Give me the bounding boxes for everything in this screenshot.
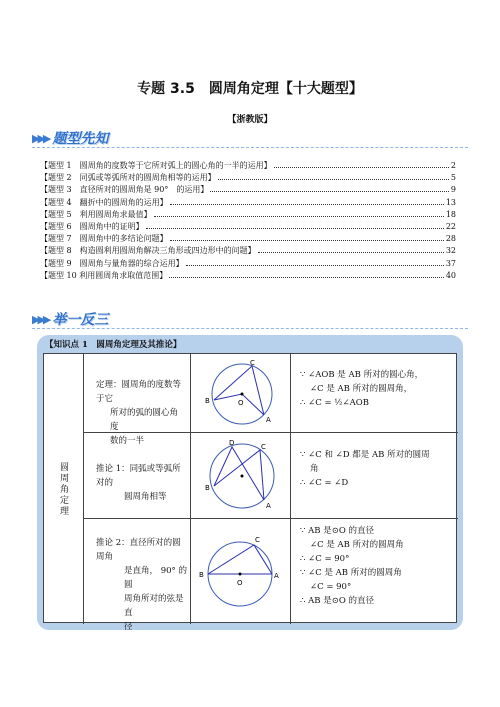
desc-line: 推论 2：直径所对的圆周角: [96, 538, 181, 562]
proof-line: ∠C 是 AB 所对的圆周角: [310, 540, 404, 550]
center-point: [241, 475, 244, 478]
proof-line: ∴ ∠C = ½∠AOB: [300, 398, 369, 408]
knowledge-title: 【知识点 1 圆周角定理及其推论】: [45, 340, 182, 350]
toc-leader-dots: [146, 228, 444, 229]
toc-leader-dots: [169, 277, 444, 278]
toc-leader-dots: [186, 265, 444, 266]
toc-entry[interactable]: [40, 233, 456, 245]
kp-banner-text: 举一反三: [52, 312, 109, 328]
toc-leader-dots: [218, 179, 449, 180]
proof-line: ∠C = 90°: [310, 582, 352, 592]
proof-line: 角: [310, 464, 319, 474]
point-o-label: O: [238, 399, 244, 407]
proof-line: ∴ ∠C = 90°: [300, 554, 350, 564]
proof-line: ∵ AB 是⊙O 的直径: [300, 526, 374, 536]
toc-entry[interactable]: [40, 270, 456, 282]
desc-line: 定理：圆周角的度数等于它: [96, 380, 182, 404]
point-b-label: B: [205, 484, 210, 492]
theorem-desc: [96, 378, 186, 448]
toc-page-number: 28: [445, 234, 456, 244]
point-c-label: C: [250, 359, 255, 367]
toc-entry[interactable]: [40, 184, 456, 196]
toc-entry-label: 【题型 6 圆周角中的证明】: [40, 222, 144, 232]
toc-banner: [32, 127, 108, 149]
toc-page-number: 22: [445, 222, 456, 232]
toc-page-number: 5: [450, 173, 456, 183]
toc-page-number: 37: [445, 258, 456, 268]
angle-c-lines: [214, 450, 264, 500]
toc-page-number: 32: [445, 246, 456, 256]
toc-page-number: 18: [445, 209, 456, 219]
col-divider: [290, 354, 291, 624]
proof-line: ∵ ∠C 和 ∠D 都是 AB 所对的圆周: [300, 450, 430, 460]
corollary2-figure: [194, 522, 288, 622]
corollary1-figure: [194, 434, 288, 516]
kp-banner: [32, 308, 108, 330]
toc-page-number: 40: [445, 270, 456, 280]
toc-entry[interactable]: [40, 209, 456, 221]
point-o-label: O: [237, 579, 243, 587]
toc-banner-text: 题型先知: [52, 131, 109, 147]
knowledge-table: [43, 353, 457, 632]
toc-entry-label: 【题型 1 圆周角的度数等于它所对弧上的圆心角的一半的运用】: [40, 161, 272, 170]
center-point: [241, 393, 244, 396]
point-b-label: B: [199, 571, 204, 579]
corollary2-proof: [300, 524, 404, 608]
proof-line: ∴ ∠C = ∠D: [300, 478, 349, 488]
arrow-icon: ▶▶▶: [32, 312, 49, 326]
divider: [32, 147, 468, 148]
toc-leader-dots: [170, 204, 444, 205]
edition-label: 【浙教版】: [227, 115, 273, 125]
point-a-label: A: [266, 416, 271, 424]
toc-entry[interactable]: [40, 258, 456, 270]
side-label-cell: [44, 354, 84, 624]
toc-entry-label: 【题型 4 翻折中的圆周角的运用】: [40, 197, 168, 207]
point-c-label: C: [261, 443, 266, 451]
knowledge-panel: [37, 335, 463, 630]
toc-leader-dots: [258, 252, 444, 253]
arrow-icon: ▶▶▶: [32, 131, 49, 145]
toc-entry[interactable]: [40, 221, 456, 233]
corollary1-desc: [96, 462, 188, 504]
angle-d-lines: [214, 447, 264, 500]
desc-line: 所对的弧的圆心角度: [110, 408, 179, 432]
toc-entry-label: 【题型 2 同弧或等弧所对的圆周角相等的运用】: [40, 173, 216, 183]
toc-leader-dots: [274, 167, 449, 168]
proof-line: ∵ ∠AOB 是 AB 所对的圆心角，: [300, 370, 424, 380]
desc-line: 径: [124, 622, 133, 632]
toc-entry-label: 【题型 10 利用圆周角求取值范围】: [40, 270, 168, 280]
toc-entry-label: 【题型 7 圆周角中的多结论问题】: [40, 234, 168, 244]
right-angle-lines: [208, 545, 272, 574]
toc-page-number: 2: [450, 161, 456, 170]
toc-leader-dots: [170, 240, 444, 241]
toc-entry-label: 【题型 3 直径所对的圆周角是 90° 的运用】: [40, 185, 209, 195]
point-b-label: B: [205, 397, 210, 405]
toc-entry[interactable]: [40, 245, 456, 257]
desc-line: 周角所对的弦是直: [124, 594, 184, 618]
toc-page-number: 13: [445, 197, 456, 207]
toc-page-number: 9: [450, 185, 456, 195]
toc-entry[interactable]: [40, 172, 456, 184]
toc-leader-dots: [210, 191, 449, 192]
proof-line: ∴ AB 是⊙O 的直径: [300, 596, 374, 606]
toc-leader-dots: [154, 216, 444, 217]
desc-line: 是直角， 90° 的圆: [124, 566, 187, 590]
desc-line: 圆周角相等: [124, 492, 167, 502]
point-c-label: C: [255, 536, 260, 544]
corollary1-proof: [300, 448, 430, 490]
corollary2-desc: [96, 536, 188, 634]
proof-line: ∠C 是 AB 所对的圆周角，: [310, 384, 413, 394]
toc-entry-label: 【题型 8 构造圆利用圆周角解决三角形或四边形中的问题】: [40, 246, 256, 256]
desc-line: 推论 1：同弧或等弧所对的: [96, 464, 181, 488]
point-a-label: A: [274, 572, 279, 580]
toc-entry-label: 【题型 5 利用圆周角求最值】: [40, 209, 152, 219]
theorem-figure: [194, 356, 288, 430]
toc-entry[interactable]: [40, 197, 456, 209]
toc-entry-label: 【题型 9 圆周角与量角器的综合运用】: [40, 258, 184, 268]
point-a-label: A: [266, 502, 271, 510]
toc-entry[interactable]: [40, 160, 456, 172]
col-divider: [190, 354, 191, 624]
theorem-proof: [300, 368, 423, 410]
point-d-label: D: [229, 439, 235, 447]
row-divider: [84, 518, 458, 519]
divider: [32, 328, 468, 329]
side-label: 圆周角定理: [58, 461, 68, 517]
desc-line: 数的一半: [110, 436, 145, 446]
proof-line: ∵ ∠C 是 AB 所对的圆周角: [300, 568, 402, 578]
page-title: 专题 3.5 圆周角定理【十大题型】: [137, 81, 363, 97]
center-point: [239, 573, 242, 576]
table-of-contents: [40, 160, 456, 282]
